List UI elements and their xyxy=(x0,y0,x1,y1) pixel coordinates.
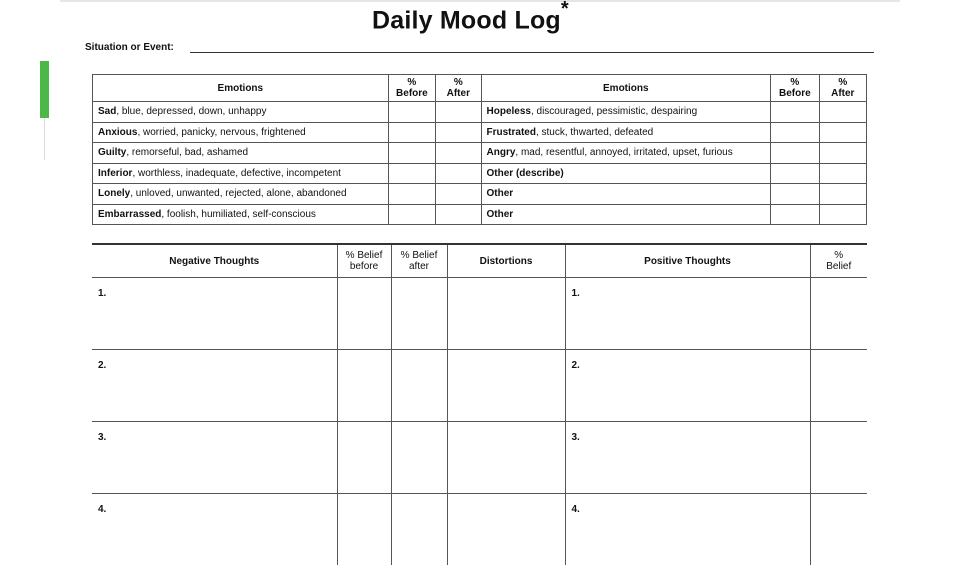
emotion-label: Lonely, unloved, unwanted, rejected, alone, abandoned xyxy=(93,184,389,205)
belief-after-cell[interactable] xyxy=(391,494,447,565)
pct-before-cell[interactable] xyxy=(388,184,435,205)
negative-thought-cell[interactable]: 2. xyxy=(92,350,337,422)
green-accent-bar xyxy=(40,61,49,118)
positive-thought-cell[interactable]: 4. xyxy=(565,494,810,565)
emotion-label: Sad, blue, depressed, down, unhappy xyxy=(93,102,389,123)
emotion-row xyxy=(93,163,867,184)
belief-before-cell[interactable] xyxy=(337,350,391,422)
emotion-label: Anxious, worried, panicky, nervous, frightened xyxy=(93,122,389,143)
situation-label: Situation or Event: xyxy=(85,42,174,53)
emotion-row xyxy=(93,184,867,205)
belief-before-cell[interactable] xyxy=(337,494,391,565)
thought-row xyxy=(92,422,867,494)
belief-after-cell[interactable] xyxy=(391,422,447,494)
pct-before-cell[interactable] xyxy=(771,102,819,123)
emotion-row xyxy=(93,102,867,123)
pct-before-cell[interactable] xyxy=(388,204,435,225)
negative-thought-cell[interactable]: 4. xyxy=(92,494,337,565)
thought-row xyxy=(92,494,867,565)
positive-thought-cell[interactable]: 3. xyxy=(565,422,810,494)
emotion-row xyxy=(93,143,867,164)
pct-after-cell[interactable] xyxy=(819,122,866,143)
pct-after-header: % After xyxy=(819,75,866,102)
belief-after-header: % Belief after xyxy=(391,244,447,278)
pct-before-header: % Before xyxy=(388,75,435,102)
positive-thoughts-header: Positive Thoughts xyxy=(565,244,810,278)
pct-after-cell[interactable] xyxy=(436,143,481,164)
emotion-label: Embarrassed, foolish, humiliated, self-conscious xyxy=(93,204,389,225)
belief-before-header: % Belief before xyxy=(337,244,391,278)
pct-after-cell[interactable] xyxy=(436,163,481,184)
emotions-table xyxy=(92,74,867,225)
distortions-cell[interactable] xyxy=(447,278,565,350)
pct-after-cell[interactable] xyxy=(436,122,481,143)
belief-before-cell[interactable] xyxy=(337,422,391,494)
belief-after-cell[interactable] xyxy=(391,278,447,350)
positive-thought-cell[interactable]: 2. xyxy=(565,350,810,422)
negative-thoughts-header: Negative Thoughts xyxy=(92,244,337,278)
pct-after-cell[interactable] xyxy=(819,204,866,225)
pct-after-cell[interactable] xyxy=(819,143,866,164)
pct-after-header: % After xyxy=(436,75,481,102)
situation-input-line[interactable] xyxy=(190,52,874,53)
title-asterisk: * xyxy=(561,0,569,20)
emotion-row xyxy=(93,122,867,143)
pct-before-cell[interactable] xyxy=(771,204,819,225)
distortions-header: Distortions xyxy=(447,244,565,278)
emotion-label: Other xyxy=(481,204,771,225)
pct-before-cell[interactable] xyxy=(771,184,819,205)
belief-header: % Belief xyxy=(810,244,867,278)
positive-thought-cell[interactable]: 1. xyxy=(565,278,810,350)
belief-after-cell[interactable] xyxy=(391,350,447,422)
thoughts-header-row xyxy=(92,244,867,278)
pct-before-cell[interactable] xyxy=(771,163,819,184)
pct-before-cell[interactable] xyxy=(388,163,435,184)
pct-after-cell[interactable] xyxy=(436,102,481,123)
belief-cell[interactable] xyxy=(810,278,867,350)
pct-before-cell[interactable] xyxy=(388,122,435,143)
belief-cell[interactable] xyxy=(810,350,867,422)
negative-thought-cell[interactable]: 1. xyxy=(92,278,337,350)
emotion-label: Inferior, worthless, inadequate, defective, incompetent xyxy=(93,163,389,184)
emotion-label: Frustrated, stuck, thwarted, defeated xyxy=(481,122,771,143)
belief-cell[interactable] xyxy=(810,494,867,565)
emotion-label: Angry, mad, resentful, annoyed, irritated, upset, furious xyxy=(481,143,771,164)
left-divider xyxy=(44,118,45,160)
belief-before-cell[interactable] xyxy=(337,278,391,350)
belief-cell[interactable] xyxy=(810,422,867,494)
distortions-cell[interactable] xyxy=(447,494,565,565)
pct-before-cell[interactable] xyxy=(388,143,435,164)
emotion-label: Other (describe) xyxy=(481,163,771,184)
distortions-cell[interactable] xyxy=(447,350,565,422)
emotions-header: Emotions xyxy=(93,75,389,102)
distortions-cell[interactable] xyxy=(447,422,565,494)
page-title: Daily Mood Log* xyxy=(372,2,569,35)
emotions-header-row xyxy=(93,75,867,102)
pct-before-header: % Before xyxy=(771,75,819,102)
emotion-label: Other xyxy=(481,184,771,205)
thought-row xyxy=(92,278,867,350)
emotion-row xyxy=(93,204,867,225)
emotion-label: Guilty, remorseful, bad, ashamed xyxy=(93,143,389,164)
thoughts-table xyxy=(92,243,867,565)
emotion-label: Hopeless, discouraged, pessimistic, despairing xyxy=(481,102,771,123)
pct-after-cell[interactable] xyxy=(436,184,481,205)
thought-row xyxy=(92,350,867,422)
pct-after-cell[interactable] xyxy=(819,163,866,184)
negative-thought-cell[interactable]: 3. xyxy=(92,422,337,494)
emotions-header: Emotions xyxy=(481,75,771,102)
pct-before-cell[interactable] xyxy=(771,143,819,164)
pct-after-cell[interactable] xyxy=(819,102,866,123)
pct-before-cell[interactable] xyxy=(388,102,435,123)
pct-after-cell[interactable] xyxy=(819,184,866,205)
pct-after-cell[interactable] xyxy=(436,204,481,225)
pct-before-cell[interactable] xyxy=(771,122,819,143)
